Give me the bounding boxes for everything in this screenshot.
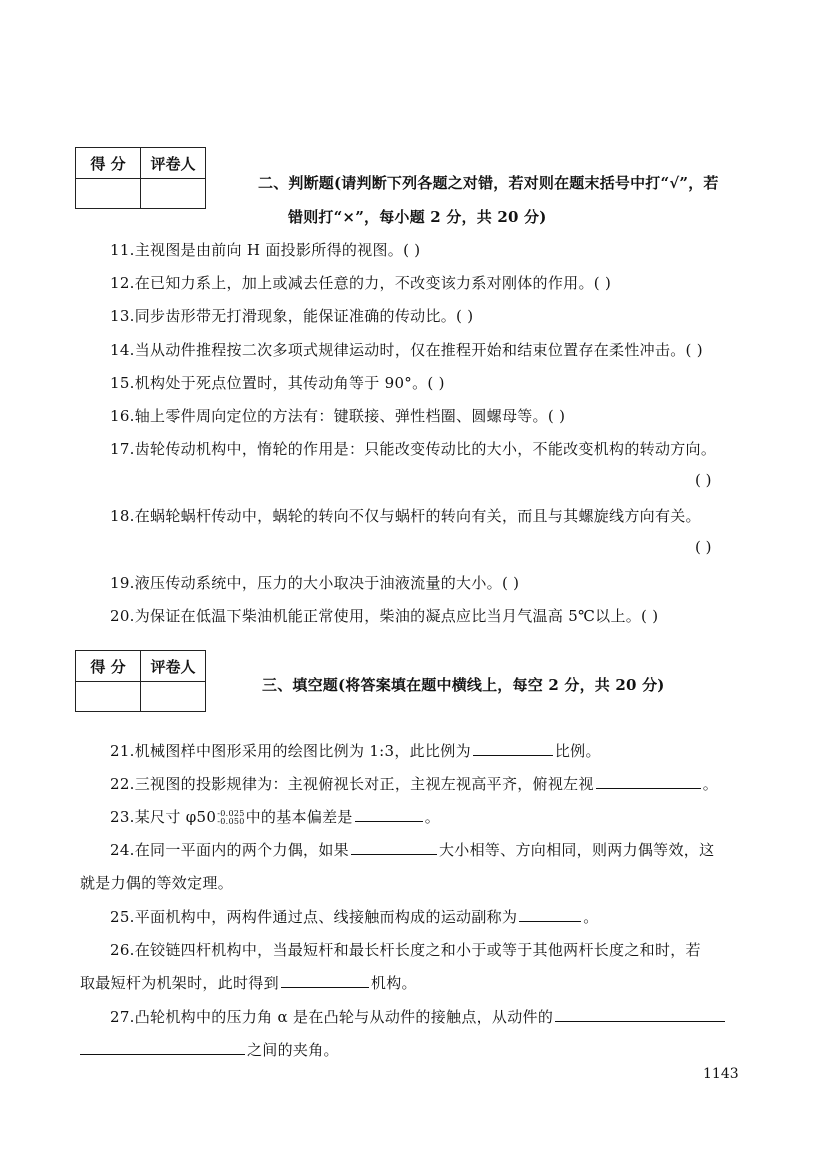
question-19: 19.液压传动系统中，压力的大小取决于油液流量的大小。( ) bbox=[110, 574, 520, 592]
section2-title-line1: 二、判断题(请判断下列各题之对错，若对则在题末括号中打“√”，若 bbox=[258, 174, 719, 192]
tolerance: -0.025 -0.050 bbox=[217, 809, 245, 826]
reviewer-label: 评卷人 bbox=[141, 651, 206, 682]
score-table-section2 bbox=[75, 147, 206, 209]
question-13: 13.同步齿形带无打滑现象，能保证准确的传动比。( ) bbox=[110, 307, 474, 325]
question-21: 21.机械图样中图形采用的绘图比例为 1:3，此比例为 比例。 bbox=[110, 742, 601, 760]
reviewer-cell[interactable] bbox=[141, 682, 206, 712]
reviewer-cell[interactable] bbox=[141, 179, 206, 209]
blank-27b[interactable] bbox=[80, 1039, 245, 1055]
page-number: 1143 bbox=[703, 1066, 739, 1082]
blank-27a[interactable] bbox=[555, 1006, 725, 1022]
section3-title: 三、填空题(将答案填在题中横线上，每空 2 分，共 20 分) bbox=[262, 676, 665, 694]
section2-title-line2: 错则打“×”，每小题 2 分，共 20 分) bbox=[288, 208, 547, 226]
blank-22[interactable] bbox=[596, 773, 701, 789]
question-23: 23.某尺寸 φ50 -0.025 -0.050 中的基本偏差是 。 bbox=[110, 808, 441, 826]
question-17: 17.齿轮传动机构中，惰轮的作用是：只能改变传动比的大小，不能改变机构的转动方向。 bbox=[110, 440, 717, 458]
blank-21[interactable] bbox=[473, 740, 553, 756]
question-22: 22.三视图的投影规律为：主视俯视长对正，主视左视高平齐，俯视左视 。 bbox=[110, 775, 719, 793]
question-11: 11.主视图是由前向 H 面投影所得的视图。( ) bbox=[110, 241, 421, 259]
question-12: 12.在已知力系上，加上或减去任意的力，不改变该力系对刚体的作用。( ) bbox=[110, 274, 612, 292]
score-cell[interactable] bbox=[76, 179, 141, 209]
question-26-line2: 取最短杆为机架时，此时得到 机构。 bbox=[80, 974, 417, 992]
question-26-line1: 26.在铰链四杆机构中，当最短杆和最长杆长度之和小于或等于其他两杆长度之和时，若 bbox=[110, 941, 701, 959]
question-24-line1: 24.在同一平面内的两个力偶，如果 大小相等、方向相同，则两力偶等效，这 bbox=[110, 841, 715, 859]
question-18-answer-paren[interactable]: ( ) bbox=[695, 538, 712, 556]
question-15: 15.机构处于死点位置时，其传动角等于 90°。( ) bbox=[110, 374, 445, 392]
question-20: 20.为保证在低温下柴油机能正常使用，柴油的凝点应比当月气温高 5℃以上。( ) bbox=[110, 607, 659, 625]
question-27-line1: 27.凸轮机构中的压力角 α 是在凸轮与从动件的接触点，从动件的 bbox=[110, 1006, 727, 1027]
question-14: 14.当从动件推程按二次多项式规律运动时，仅在推程开始和结束位置存在柔性冲击。( ) bbox=[110, 341, 703, 359]
blank-25[interactable] bbox=[519, 906, 581, 922]
score-label: 得 分 bbox=[76, 651, 141, 682]
question-27-line2: 之间的夹角。 bbox=[80, 1039, 339, 1060]
question-18: 18.在蜗轮蜗杆传动中，蜗轮的转向不仅与蜗杆的转向有关，而且与其螺旋线方向有关。 bbox=[110, 507, 701, 525]
score-table-section3 bbox=[75, 650, 206, 712]
question-17-answer-paren[interactable]: ( ) bbox=[695, 471, 712, 489]
score-cell[interactable] bbox=[76, 682, 141, 712]
question-24-line2: 就是力偶的等效定理。 bbox=[80, 874, 234, 892]
question-16: 16.轴上零件周向定位的方法有：键联接、弹性档圈、圆螺母等。( ) bbox=[110, 407, 566, 425]
blank-24[interactable] bbox=[351, 839, 437, 855]
question-25: 25.平面机构中，两构件通过点、线接触而构成的运动副称为 。 bbox=[110, 908, 599, 926]
blank-26[interactable] bbox=[281, 972, 369, 988]
reviewer-label: 评卷人 bbox=[141, 148, 206, 179]
blank-23[interactable] bbox=[355, 806, 423, 822]
score-label: 得 分 bbox=[76, 148, 141, 179]
